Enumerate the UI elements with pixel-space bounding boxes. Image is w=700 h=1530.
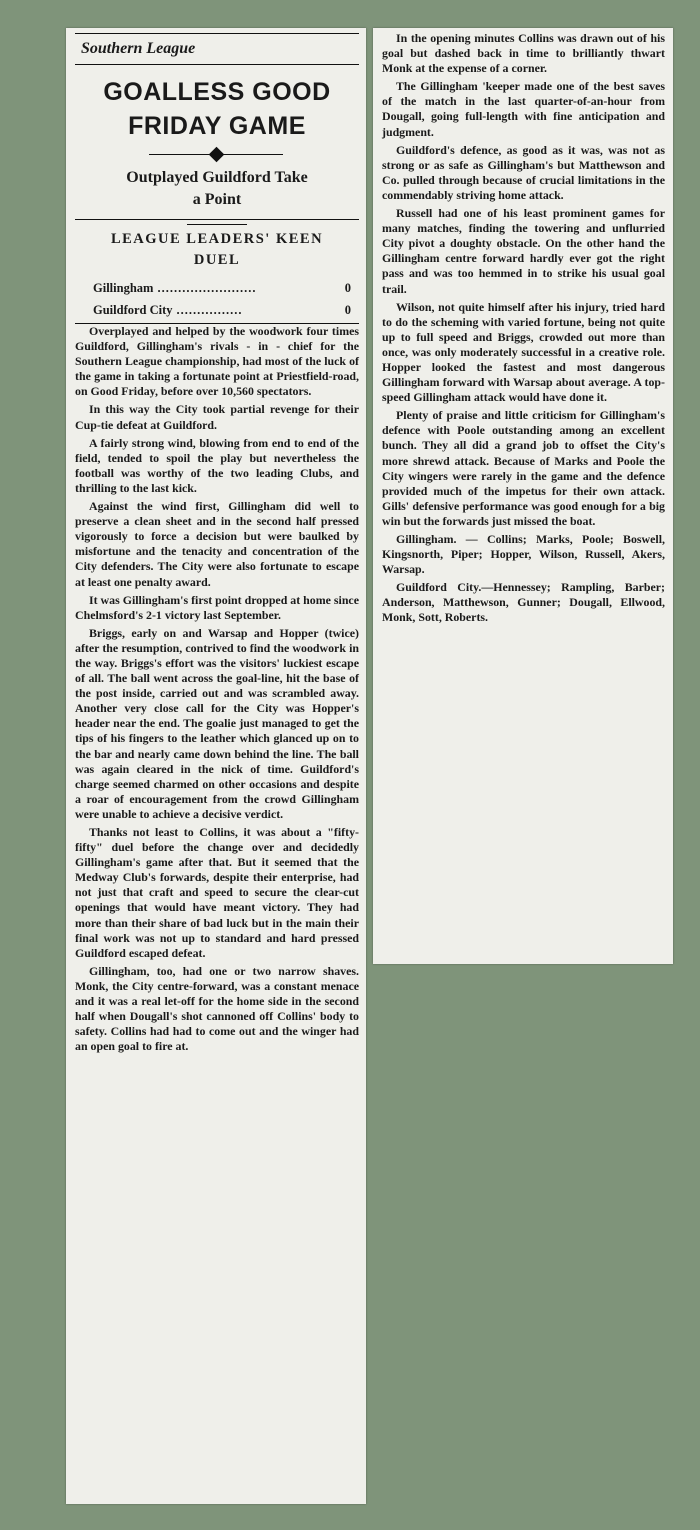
headline: [75, 75, 359, 143]
team-name: Gillingham: [93, 281, 154, 295]
article-paragraph: Thanks not least to Collins, it was about a "fifty-fifty" duel before the change over and decidedly Gillingham's game after that. But it seemed that the Medway Club's forwards, despite their enterprise, had not just that craft and speed to secure the clear-cut openings that would have meant victory. They had more than their share of bad luck but in the main their final work was not up to standard and hard pressed Guildford escaped defeat.: [75, 825, 359, 960]
headline-line-1: GOALLESS GOOD: [103, 78, 331, 106]
headline-line-2: FRIDAY GAME: [128, 112, 306, 140]
score-row: [75, 299, 359, 321]
section-label: Southern League: [81, 40, 196, 57]
kicker-heading: [75, 229, 359, 271]
dot-leader: ........................: [157, 281, 257, 295]
article-paragraph: Briggs, early on and Warsap and Hopper (twice) after the resumption, contrived to find the woodwork in the way. Briggs's effort was the visitors' luckiest escape of all. The ball went across the goal-line, hit the base of the post inside, carried out and was scrambled away. Another very close call for the City was Hopper's header near the end. The goalie just managed to get the tips of his fingers to the leather which glanced up on to the bar and nearly came down behind the line. The ball was again cleared in the nick of time. Guildford's charge seemed charmed on other occasions and despite a roar of encouragement from the crowd Gillingham were unable to achieve a decisive verdict.: [75, 625, 359, 821]
subhead-line-2: a Point: [192, 191, 242, 208]
top-rule: [75, 33, 359, 34]
article-paragraph: In the opening minutes Collins was drawn out of his goal but dashed back in time to brilliantly thwart Monk at the expense of a corner.: [382, 31, 665, 76]
diamond-ornament-icon: [209, 147, 225, 163]
subheadline: [75, 167, 359, 211]
score-table: [75, 277, 359, 321]
article-paragraph: A fairly strong wind, blowing from end to end of the field, tended to spoil the play but nevertheless the football was worthy of the two leading Clubs, and thrilling to the last kick.: [75, 435, 359, 495]
article-paragraph: It was Gillingham's first point dropped at home since Chelmsford's 2-1 victory last September.: [75, 592, 359, 622]
team-name: Guildford City: [93, 303, 173, 317]
kicker-line-1: LEAGUE LEADERS' KEEN: [110, 231, 324, 247]
short-rule: [187, 224, 247, 225]
article-paragraph: Against the wind first, Gillingham did well to preserve a clean sheet and in the second half pressed vigorously to force a decision but were baulked by misfortune and the tenacity and concentration of the City defenders. The City were also fortunate to escape at least one penalty award.: [75, 499, 359, 589]
subhead-line-1: Outplayed Guildford Take: [126, 169, 308, 186]
goals: 0: [344, 281, 351, 295]
article-paragraph: The Gillingham 'keeper made one of the best saves of the match in the last quarter-of-an-hour from Dougall, going full-length with fine anticipation and judgment.: [382, 79, 665, 139]
clipping-column-left: [66, 28, 366, 1504]
article-paragraph: Gillingham, too, had one or two narrow shaves. Monk, the City centre-forward, was a constant menace and it was a real let-off for the home side in the second half when Dougall's shot cannoned off Collins' body to safety. Collins had had to come out and the winger had an open goal to fire at.: [75, 963, 359, 1054]
section-rule: [75, 64, 359, 65]
score-row: [75, 277, 359, 299]
team-lineup: Guildford City.—Hennessey; Rampling, Barber; Anderson, Matthewson, Gunner; Dougall, Ellwood, Monk, Sott, Roberts.: [382, 580, 665, 625]
subhead-rule: [75, 219, 359, 220]
article-paragraph: Plenty of praise and little criticism for Gillingham's defence with Poole outstanding among an excellent bunch. They all did a grand job to offset the City's more shrewd attack. Because of Marks and Poole the City wingers were rarely in the game and the defence provided much of the impetus for their own attack. Gills' defensive performance was good enough for a big win but the forwards just missed the boat.: [382, 408, 665, 528]
article-paragraph: Guildford's defence, as good as it was, was not as strong or as safe as Gillingham's but Matthewson and Co. pulled through because of crucial limitations in the commendably striving home attack.: [382, 142, 665, 202]
article-paragraph: Wilson, not quite himself after his injury, tried hard to do the scheming with varied fortune, being not quite up to full speed and Briggs, crowded out more than once, was only moderately successful in a creative role. Hopper looked the fastest and most dangerous Gillingham forward with Warsap about average. A top-speed Gillingham attack would have done it.: [382, 299, 665, 405]
dot-leader: ................: [176, 303, 243, 317]
team-lineup: Gillingham. — Collins; Marks, Poole; Boswell, Kingsnorth, Piper; Hopper, Wilson, Russell, Akers, Warsap.: [382, 532, 665, 577]
article-paragraph: Russell had one of his least prominent games for many matches, finding the towering and unflurried City pivot a doughty obstacle. On the other hand the Gillingham centre forward hardly ever got the right pass and was too hemmed in to strike his usual goal trail.: [382, 206, 665, 296]
clipping-column-right: [373, 28, 673, 964]
kicker-line-2: DUEL: [193, 252, 241, 268]
ornament-divider: [75, 149, 359, 161]
article-paragraph: In this way the City took partial revenge for their Cup-tie defeat at Guildford.: [75, 402, 359, 432]
goals: 0: [344, 303, 351, 317]
article-paragraph: Overplayed and helped by the woodwork four times Guildford, Gillingham's rivals - in - chief for the Southern League championship, had most of the luck of the game in taking a fortunate point at Priestfield-road, on Good Friday, before over 10,560 spectators.: [75, 324, 359, 399]
